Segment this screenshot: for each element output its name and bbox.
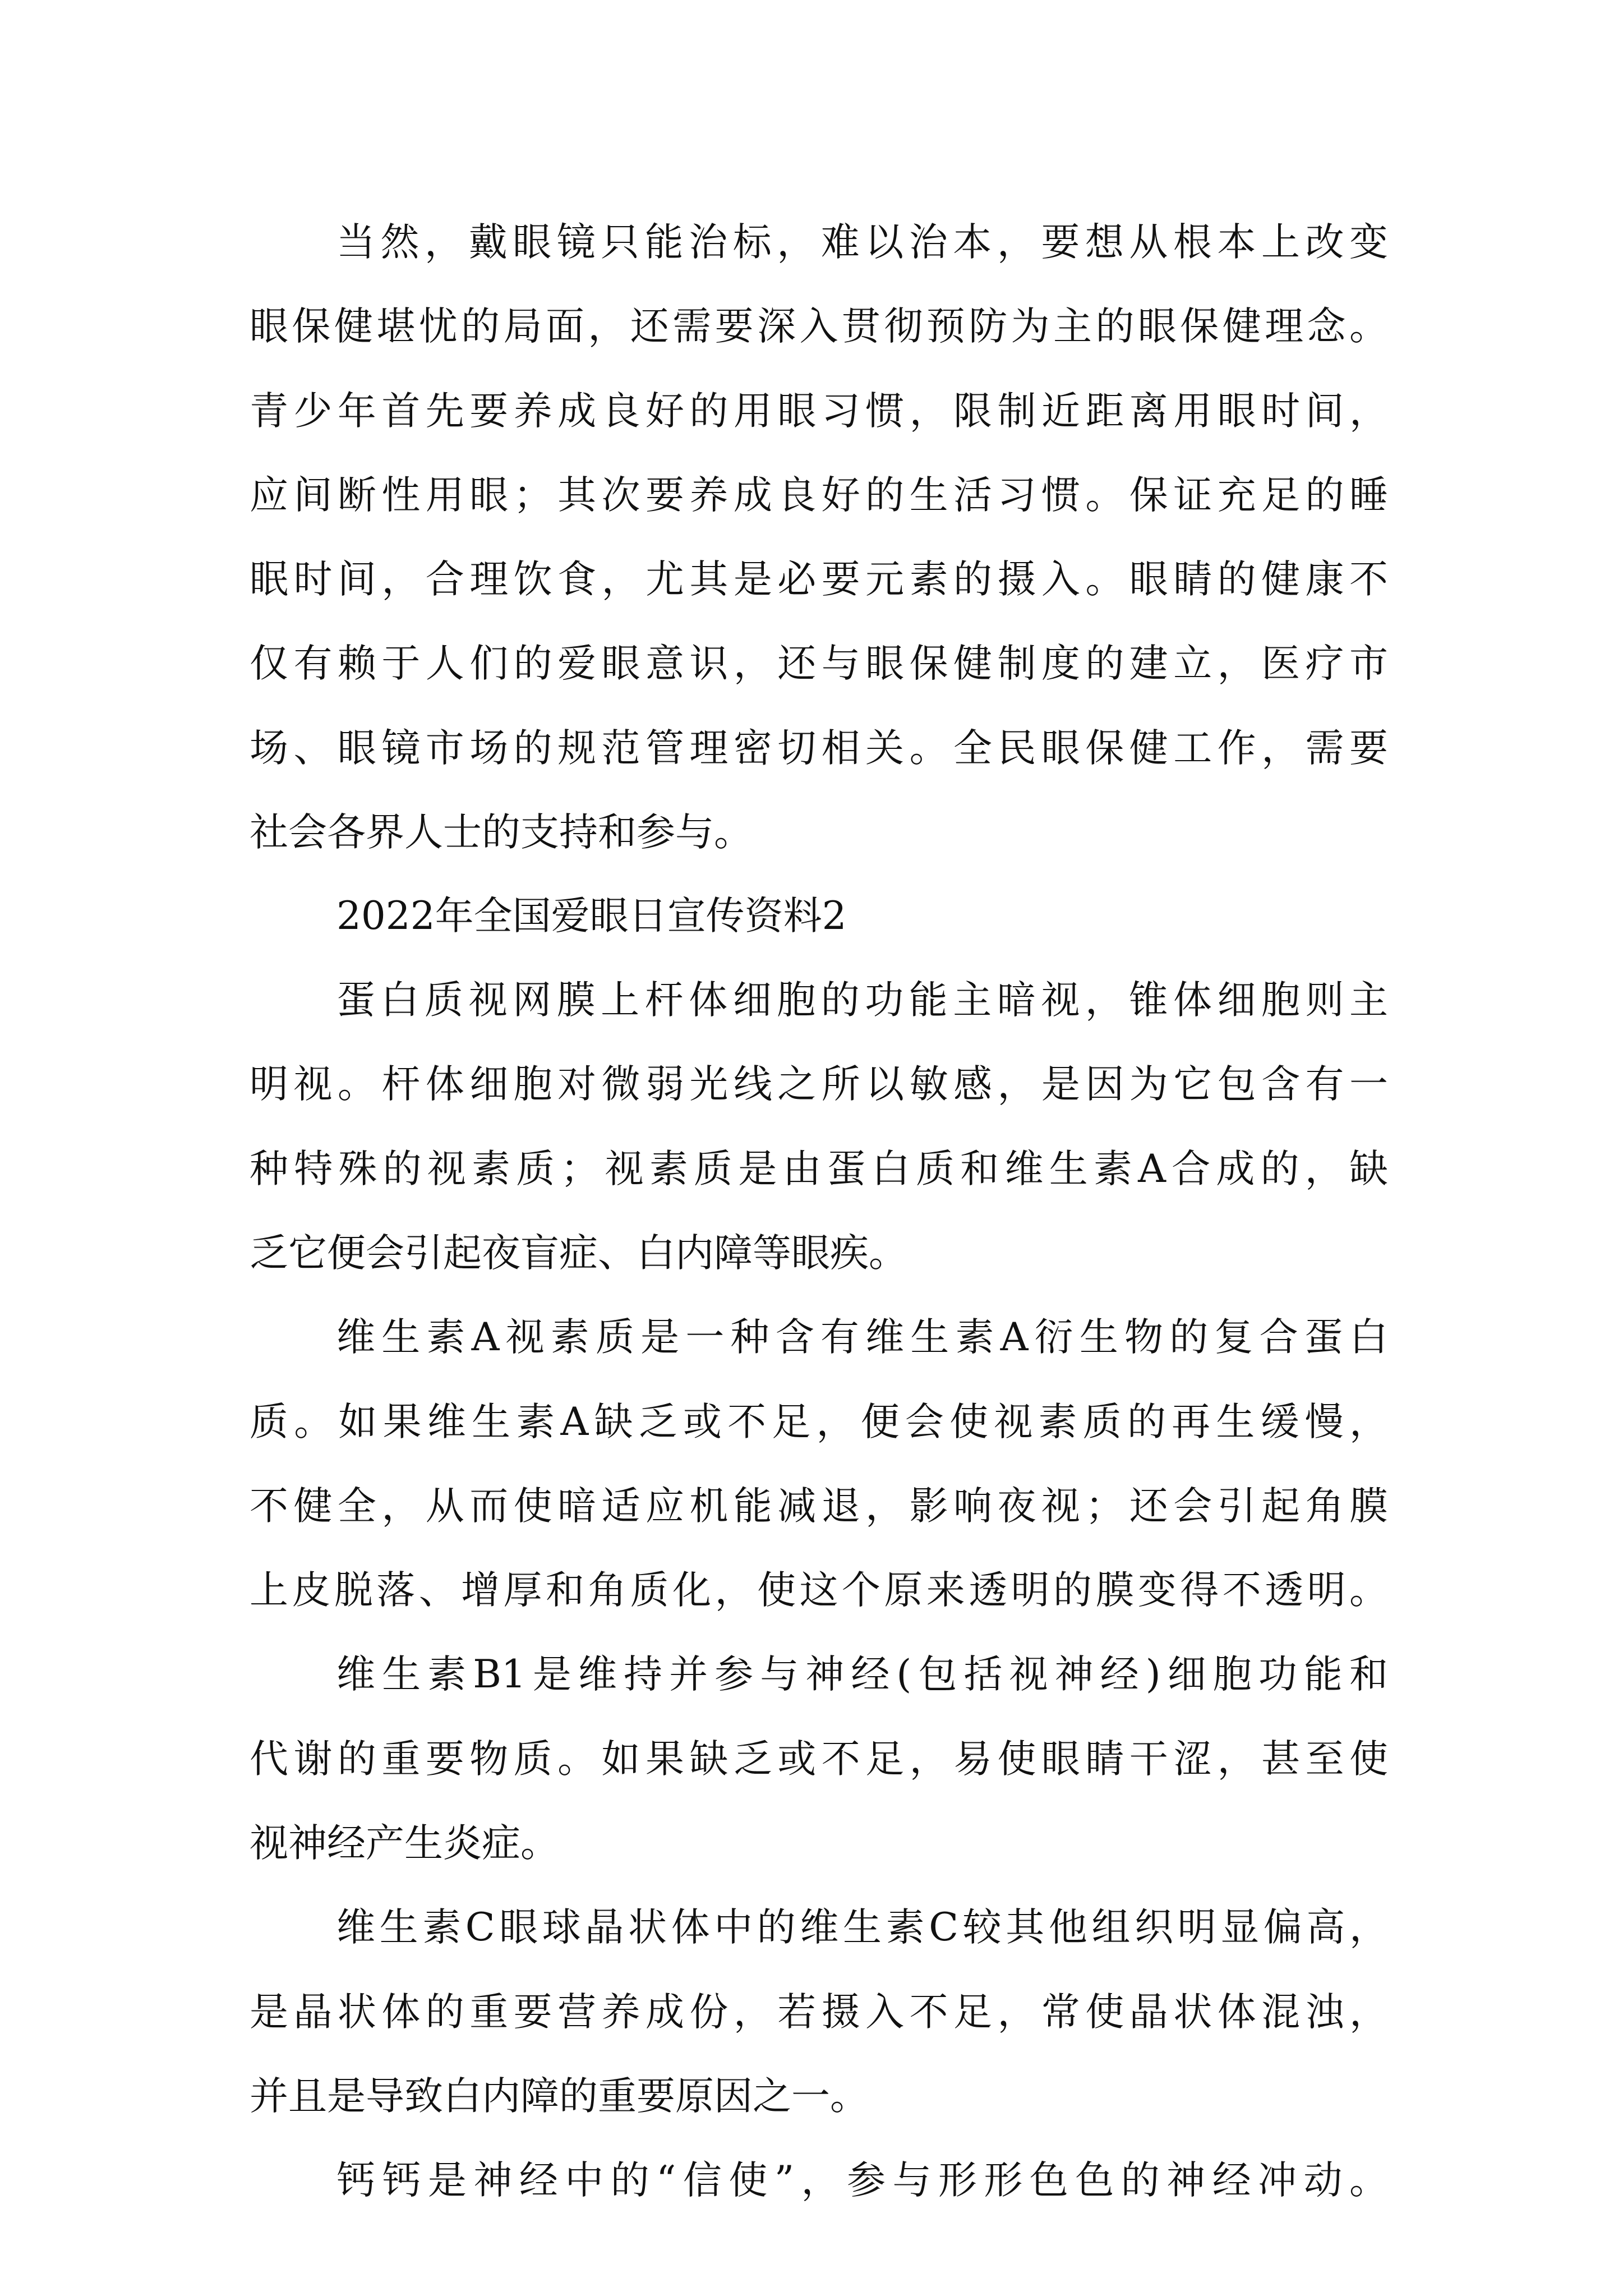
paragraph-line: 不健全，从而使暗适应机能减退，影响夜视；还会引起角膜 [250,1484,1388,1529]
paragraph-line: 质。如果维生素A缺乏或不足，便会使视素质的再生缓慢， [250,1400,1388,1444]
paragraph-line: 并且是导致白内障的重要原因之一。 [250,2074,869,2119]
paragraph-line: 视神经产生炎症。 [250,1821,559,1866]
paragraph-line: 上皮脱落、增厚和角质化，使这个原来透明的膜变得不透明。 [250,1568,1388,1613]
paragraph-line: 蛋白质视网膜上杆体细胞的功能主暗视，锥体细胞则主 [336,978,1388,1023]
paragraph-line: 维生素B1是维持并参与神经(包括视神经)细胞功能和 [336,1652,1388,1697]
paragraph-line: 明视。杆体细胞对微弱光线之所以敏感，是因为它包含有一 [250,1062,1388,1107]
paragraph-line: 当然，戴眼镜只能治标，难以治本，要想从根本上改变 [336,220,1388,265]
paragraph-line: 钙钙是神经中的“信使”，参与形形色色的神经冲动。 [336,2158,1388,2203]
paragraph-line: 种特殊的视素质；视素质是由蛋白质和维生素A合成的，缺 [250,1147,1388,1191]
paragraph-line: 是晶状体的重要营养成份，若摄入不足，常使晶状体混浊， [250,1990,1388,2035]
paragraph-line: 眠时间，合理饮食，尤其是必要元素的摄入。眼睛的健康不 [250,557,1388,602]
paragraph-line: 维生素A视素质是一种含有维生素A衍生物的复合蛋白 [336,1315,1388,1360]
paragraph-line: 眼保健堪忧的局面，还需要深入贯彻预防为主的眼保健理念。 [250,304,1388,349]
paragraph-line: 青少年首先要养成良好的用眼习惯，限制近距离用眼时间， [250,389,1388,434]
paragraph-line: 仅有赖于人们的爱眼意识，还与眼保健制度的建立，医疗市 [250,641,1388,686]
paragraph-line: 维生素C眼球晶状体中的维生素C较其他组织明显偏高， [336,1905,1388,1950]
paragraph-line: 场、眼镜市场的规范管理密切相关。全民眼保健工作，需要 [250,726,1388,771]
paragraph-line: 代谢的重要物质。如果缺乏或不足，易使眼睛干涩，甚至使 [250,1737,1388,1782]
paragraph-line: 社会各界人士的支持和参与。 [250,810,753,855]
paragraph-line: 乏它便会引起夜盲症、白内障等眼疾。 [250,1231,907,1276]
section-heading: 2022年全国爱眼日宣传资料2 [336,894,847,938]
paragraph-line: 应间断性用眼；其次要养成良好的生活习惯。保证充足的睡 [250,473,1388,518]
